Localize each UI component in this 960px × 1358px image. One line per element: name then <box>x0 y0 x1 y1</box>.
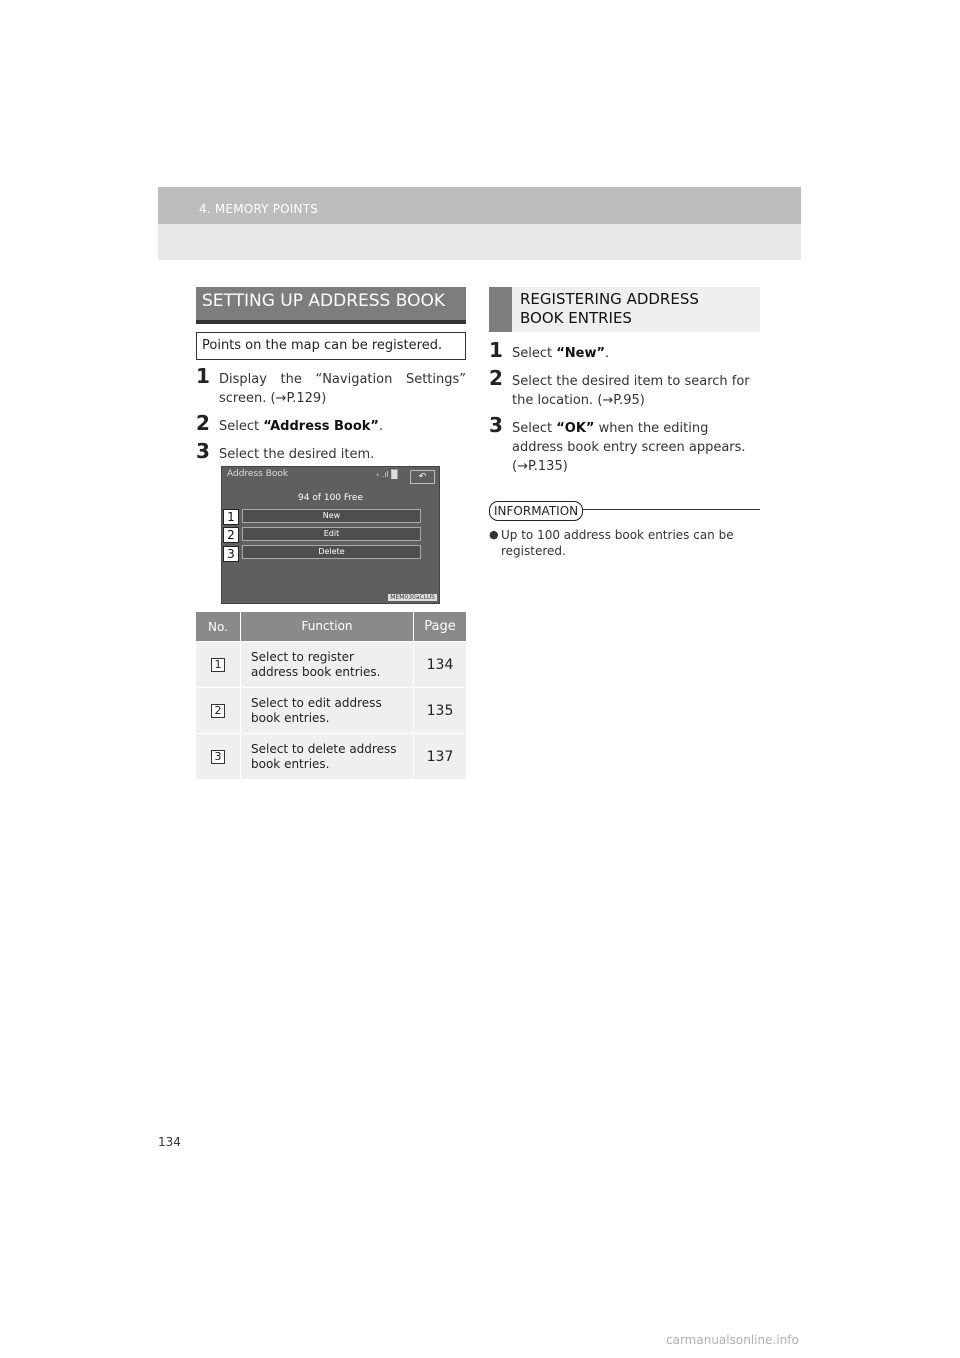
step-emphasis: “OK” <box>556 421 595 436</box>
step-text: Select the desired item to search for the location. (→P.95) <box>512 374 750 408</box>
step-text-end: . <box>378 419 384 434</box>
row-number: 2 <box>211 704 225 718</box>
row-number: 3 <box>211 750 225 764</box>
step-3 <box>489 413 760 476</box>
step-1 <box>196 364 466 408</box>
edit-button[interactable]: Edit <box>242 527 421 541</box>
step-text: Select <box>512 421 557 436</box>
header-no: No. <box>196 612 241 641</box>
title-line: REGISTERING ADDRESS <box>520 290 699 308</box>
step-text: Select <box>512 346 557 361</box>
info-text: Up to 100 address book entries can be registered. <box>501 528 734 558</box>
step-number: 1 <box>196 364 210 388</box>
section-label: 4. MEMORY POINTS <box>199 202 319 216</box>
right-column <box>489 287 760 559</box>
step-number: 3 <box>196 439 210 463</box>
step-emphasis: “New” <box>556 346 606 361</box>
row-function: Select to delete address book entries. <box>241 734 414 779</box>
row-page: 137 <box>426 748 454 765</box>
callout-1: 1 <box>223 509 239 525</box>
information-label: INFORMATION <box>489 501 583 521</box>
row-function: Select to register address book entries. <box>241 642 414 687</box>
step-text-end: . <box>605 346 610 361</box>
left-column <box>196 287 466 464</box>
row-function: Select to edit address book entries. <box>241 688 414 733</box>
callout-2: 2 <box>223 527 239 543</box>
section-title-setup: SETTING UP ADDRESS BOOK <box>196 287 466 320</box>
function-table <box>196 612 466 780</box>
step-text: Select the desired item. <box>219 447 375 462</box>
step-text-end: when the editing address book entry screen appears. (→P.135) <box>512 421 746 474</box>
intro-box: Points on the map can be registered. <box>196 332 466 360</box>
table-header <box>196 612 466 642</box>
callout-3: 3 <box>223 546 239 562</box>
section-title-text <box>512 287 707 332</box>
new-button[interactable]: New <box>242 509 421 523</box>
step-text: Display the “Navigation Settings” screen. (→P.129) <box>219 372 466 406</box>
header-strip <box>158 187 801 224</box>
bullet-icon: ● <box>489 528 499 541</box>
step-emphasis: “Address Book” <box>263 419 379 434</box>
free-count: 94 of 100 Free <box>298 493 363 503</box>
step-number: 3 <box>489 413 503 437</box>
step-2 <box>196 411 466 436</box>
step-number: 2 <box>196 411 210 435</box>
table-row <box>196 734 466 780</box>
step-3 <box>196 439 466 464</box>
section-rule <box>196 320 466 324</box>
header-band <box>158 187 801 260</box>
step-number: 1 <box>489 338 503 362</box>
status-icons: ‹ .ıl █ <box>376 470 398 479</box>
address-book-screen <box>221 466 440 604</box>
section-title-register <box>489 287 760 332</box>
page-number: 134 <box>158 1135 181 1149</box>
row-number: 1 <box>211 658 225 672</box>
row-page: 135 <box>426 702 454 719</box>
screen-title: Address Book <box>227 469 289 479</box>
watermark: carmanualsonline.info <box>666 1333 799 1347</box>
title-line: BOOK ENTRIES <box>520 309 632 327</box>
delete-button[interactable]: Delete <box>242 545 421 559</box>
info-item <box>489 527 760 559</box>
table-row <box>196 642 466 688</box>
header-function: Function <box>241 612 414 641</box>
title-bar <box>489 287 512 332</box>
table-row <box>196 688 466 734</box>
image-code: MEM030aCLUS <box>390 594 435 601</box>
step-number: 2 <box>489 366 503 390</box>
step-2 <box>489 366 760 410</box>
header-page: Page <box>424 618 456 634</box>
step-1 <box>489 338 760 363</box>
step-text: Select <box>219 419 264 434</box>
back-icon[interactable]: ↶ <box>410 470 435 484</box>
row-page: 134 <box>426 656 454 673</box>
information-block <box>489 500 760 559</box>
